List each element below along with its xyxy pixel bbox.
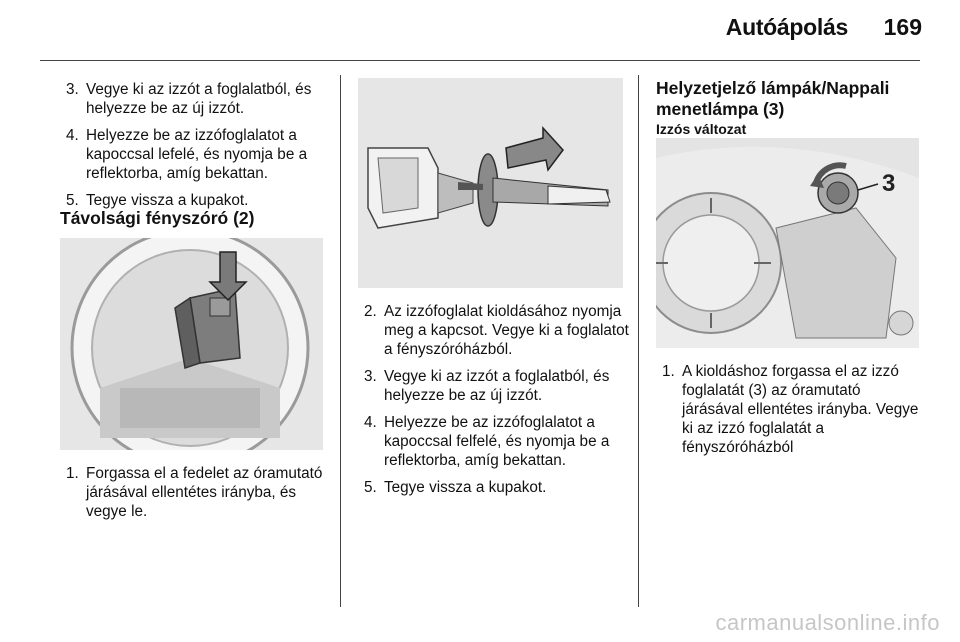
figure-callout-3: 3	[882, 170, 896, 197]
position-lamp-figure	[656, 138, 919, 348]
column-divider-2	[638, 75, 639, 607]
column-2	[358, 302, 633, 505]
section-heading-high-beam: Távolsági fényszóró (2)	[60, 208, 255, 228]
section-subheading: Izzós változat	[656, 121, 747, 137]
list-item: 3. Vegye ki az izzót a foglalatból, és helyezze be az új izzót.	[364, 368, 610, 404]
list-item: 5. Tegye vissza a kupakot.	[66, 192, 249, 209]
watermark: carmanualsonline.info	[715, 610, 940, 635]
column-divider-1	[340, 75, 341, 607]
header-rule	[40, 60, 920, 61]
list-item: 1. A kioldáshoz forgassa el az izzó foglalatát (3) az óramutató járásával ellentétes irányba. Vegye ki az izzó foglalatát a fényszóróházból	[662, 363, 919, 456]
section-heading-position-lamps: Helyzetjelző lámpák/Nappali menetlámpa (3)	[656, 78, 890, 119]
page-title: Autóápolás	[725, 14, 848, 40]
high-beam-figure	[60, 238, 323, 450]
column-1	[60, 80, 330, 218]
list-item: 5. Tegye vissza a kupakot.	[364, 479, 547, 496]
list-item: 4. Helyezze be az izzófoglalatot a kapoccsal felfelé, és nyomja be a reflektorba, amíg bekattan.	[364, 414, 610, 469]
instruction-list-col2	[358, 302, 633, 497]
column-3	[656, 362, 926, 465]
list-item: 4. Helyezze be az izzófoglalatot a kapoccsal lefelé, és nyomja be a reflektorba, amíg bekattan.	[66, 127, 308, 182]
column-1-bottom	[60, 464, 330, 529]
instruction-list-bottom	[60, 464, 330, 521]
instruction-list-col3	[656, 362, 926, 457]
list-item: 1. Forgassa el a fedelet az óramutató járásával ellentétes irányba, és vegye le.	[66, 465, 323, 520]
list-item: 3. Vegye ki az izzót a foglalatból, és helyezze be az új izzót.	[66, 81, 312, 117]
list-item: 2. Az izzófoglalat kioldásához nyomja meg a kapcsot. Vegye ki a foglalatot a fényszóróházból.	[364, 303, 629, 358]
column-3-heading-block	[656, 78, 926, 138]
bulb-socket-figure	[358, 78, 623, 288]
page-number: 169	[883, 14, 922, 40]
instruction-list-top	[60, 80, 330, 210]
